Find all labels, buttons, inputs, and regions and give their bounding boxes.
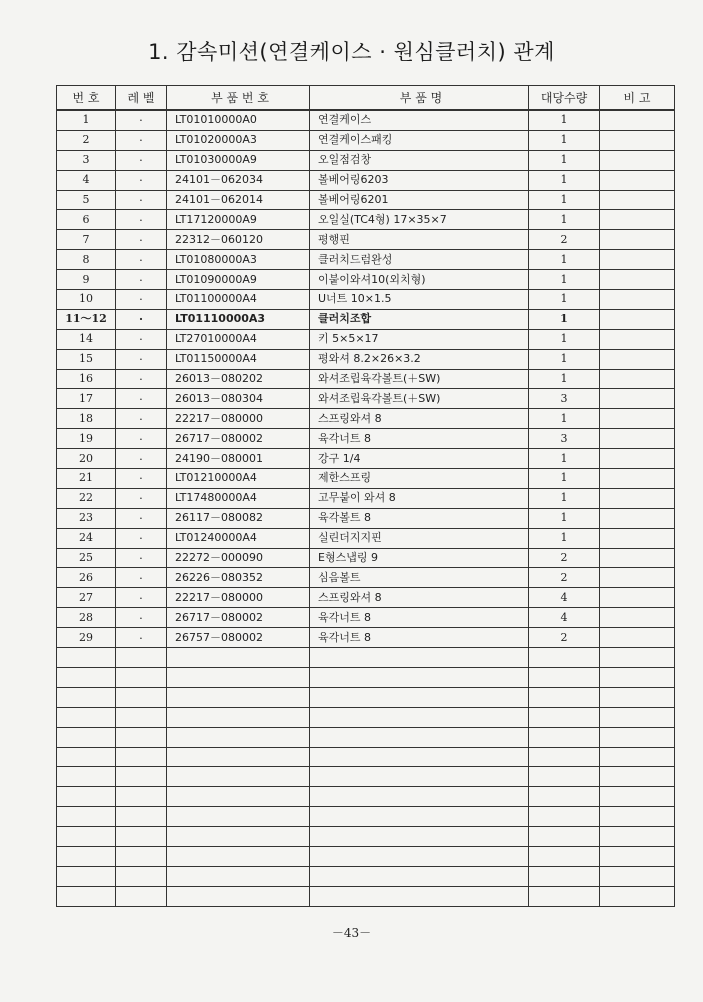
col-header-name: 부 품 명 [310,86,529,111]
row-level [116,648,167,668]
row-level: · [116,429,167,449]
table-row [57,568,675,588]
empty-table-row [57,667,675,687]
row-quantity [529,767,600,787]
row-level: · [116,210,167,230]
row-number [57,687,116,707]
table-row [57,270,675,290]
row-part-number: 22217－080000 [167,588,310,608]
row-number: 7 [57,230,116,250]
row-quantity [529,866,600,886]
row-remarks [600,747,675,767]
table-row [57,190,675,210]
row-part-number: LT17120000A9 [167,210,310,230]
table-row [57,250,675,270]
row-number: 4 [57,170,116,190]
row-part-name: 오일실(TC4형) 17×35×7 [310,210,529,230]
row-quantity: 1 [529,309,600,329]
row-part-number: 24190－080001 [167,449,310,469]
table-row [57,469,675,489]
col-header-qty: 대당수량 [529,86,600,111]
row-quantity: 1 [529,130,600,150]
empty-table-row [57,886,675,906]
row-level: · [116,568,167,588]
row-part-name: 이붙이와셔10(외치형) [310,270,529,290]
row-quantity [529,667,600,687]
row-level [116,846,167,866]
row-quantity: 1 [529,409,600,429]
row-number: 17 [57,389,116,409]
row-part-name: 육각너트 8 [310,429,529,449]
row-quantity: 4 [529,588,600,608]
row-part-number: LT01240000A4 [167,528,310,548]
row-level: · [116,309,167,329]
row-quantity: 1 [529,270,600,290]
row-level: · [116,389,167,409]
row-number: 16 [57,369,116,389]
row-quantity: 1 [529,469,600,489]
row-remarks [600,349,675,369]
row-part-name [310,866,529,886]
row-part-number: 26717－080002 [167,608,310,628]
row-part-number: LT01080000A3 [167,250,310,270]
row-level [116,747,167,767]
table-row [57,548,675,568]
row-part-number: LT01020000A3 [167,130,310,150]
row-level: · [116,150,167,170]
row-part-name: 강구 1/4 [310,449,529,469]
row-number: 11～12 [57,309,116,329]
row-level [116,687,167,707]
row-level [116,667,167,687]
row-remarks [600,389,675,409]
row-level: · [116,170,167,190]
row-part-name [310,846,529,866]
empty-table-row [57,866,675,886]
row-number: 15 [57,349,116,369]
row-part-name [310,648,529,668]
row-number [57,787,116,807]
row-remarks [600,130,675,150]
row-quantity: 2 [529,548,600,568]
row-part-number [167,827,310,847]
row-level: · [116,349,167,369]
table-row [57,290,675,310]
row-number: 9 [57,270,116,290]
row-part-number [167,846,310,866]
row-quantity: 3 [529,429,600,449]
row-part-number: 26757－080002 [167,628,310,648]
parts-table-body [57,110,675,906]
row-level: · [116,449,167,469]
row-remarks [600,648,675,668]
row-part-name: 오일점검창 [310,150,529,170]
table-row [57,449,675,469]
row-level: · [116,290,167,310]
row-remarks [600,727,675,747]
row-part-number: 24101－062034 [167,170,310,190]
empty-table-row [57,827,675,847]
row-part-number: 26117－080082 [167,508,310,528]
row-part-name: E형스냅링 9 [310,548,529,568]
page-number: －43－ [331,926,372,940]
row-remarks [600,110,675,130]
row-level [116,866,167,886]
row-remarks [600,369,675,389]
row-level: · [116,329,167,349]
row-number: 5 [57,190,116,210]
row-remarks [600,429,675,449]
row-part-name [310,886,529,906]
row-part-name [310,707,529,727]
row-level [116,807,167,827]
row-remarks [600,568,675,588]
row-number [57,727,116,747]
row-remarks [600,290,675,310]
row-level: · [116,409,167,429]
row-remarks [600,270,675,290]
table-row [57,508,675,528]
row-quantity: 1 [529,210,600,230]
empty-table-row [57,846,675,866]
empty-table-row [57,747,675,767]
row-quantity: 1 [529,150,600,170]
row-remarks [600,230,675,250]
row-part-number: 26717－080002 [167,429,310,449]
table-row [57,110,675,130]
row-quantity [529,687,600,707]
row-remarks [600,608,675,628]
row-part-name: 키 5×5×17 [310,329,529,349]
row-number: 23 [57,508,116,528]
row-remarks [600,250,675,270]
row-number [57,827,116,847]
table-row [57,230,675,250]
row-remarks [600,409,675,429]
row-level [116,707,167,727]
parts-table [56,85,675,907]
row-part-name: 실린더지지핀 [310,528,529,548]
row-quantity [529,827,600,847]
table-row [57,130,675,150]
row-part-number [167,648,310,668]
row-part-number: 22272－000090 [167,548,310,568]
row-part-name: 제한스프링 [310,469,529,489]
row-remarks [600,588,675,608]
row-quantity: 1 [529,449,600,469]
empty-table-row [57,648,675,668]
row-part-number: LT01030000A9 [167,150,310,170]
row-part-name: 와셔조립육각볼트(＋SW) [310,369,529,389]
row-quantity: 1 [529,508,600,528]
row-part-number [167,787,310,807]
row-part-name: 연결케이스 [310,110,529,130]
row-part-number [167,727,310,747]
row-number: 19 [57,429,116,449]
row-number [57,767,116,787]
row-remarks [600,687,675,707]
row-part-name: 심음볼트 [310,568,529,588]
row-part-number [167,866,310,886]
row-remarks [600,628,675,648]
row-number: 20 [57,449,116,469]
row-quantity: 1 [529,369,600,389]
row-number [57,747,116,767]
row-remarks [600,309,675,329]
row-quantity: 1 [529,528,600,548]
row-part-name: 육각너트 8 [310,628,529,648]
row-quantity: 2 [529,568,600,588]
row-part-number: 22217－080000 [167,409,310,429]
row-level: · [116,608,167,628]
row-remarks [600,528,675,548]
row-level: · [116,130,167,150]
row-level: · [116,369,167,389]
row-part-number: LT01100000A4 [167,290,310,310]
row-quantity [529,747,600,767]
row-part-name [310,727,529,747]
row-number: 22 [57,488,116,508]
row-remarks [600,707,675,727]
row-part-number: 26013－080202 [167,369,310,389]
row-quantity: 1 [529,190,600,210]
table-row [57,150,675,170]
table-row [57,389,675,409]
row-part-name [310,667,529,687]
row-part-name: 평행핀 [310,230,529,250]
row-level: · [116,250,167,270]
row-remarks [600,787,675,807]
table-row [57,588,675,608]
row-part-name [310,747,529,767]
row-quantity: 1 [529,170,600,190]
row-remarks [600,170,675,190]
row-remarks [600,767,675,787]
row-part-name [310,767,529,787]
row-part-name: U너트 10×1.5 [310,290,529,310]
row-number: 24 [57,528,116,548]
row-level [116,787,167,807]
row-part-number: LT27010000A4 [167,329,310,349]
row-remarks [600,449,675,469]
row-level: · [116,270,167,290]
row-remarks [600,866,675,886]
row-quantity [529,787,600,807]
row-number [57,846,116,866]
row-remarks [600,886,675,906]
table-row [57,628,675,648]
row-quantity: 4 [529,608,600,628]
row-quantity: 1 [529,290,600,310]
table-row [57,429,675,449]
row-number: 6 [57,210,116,230]
row-quantity: 3 [529,389,600,409]
row-level: · [116,190,167,210]
row-remarks [600,667,675,687]
row-remarks [600,548,675,568]
row-part-number: 22312－060120 [167,230,310,250]
row-part-number: LT01210000A4 [167,469,310,489]
row-remarks [600,469,675,489]
row-level: · [116,628,167,648]
row-level [116,827,167,847]
empty-table-row [57,687,675,707]
row-level: · [116,110,167,130]
row-part-number [167,747,310,767]
row-number [57,707,116,727]
row-remarks [600,508,675,528]
row-quantity: 1 [529,329,600,349]
row-number: 21 [57,469,116,489]
col-header-part-no: 부 품 번 호 [167,86,310,111]
row-remarks [600,807,675,827]
row-number: 25 [57,548,116,568]
row-number [57,648,116,668]
table-row [57,309,675,329]
row-remarks [600,210,675,230]
row-quantity [529,648,600,668]
row-number [57,886,116,906]
row-part-name [310,787,529,807]
row-level: · [116,548,167,568]
row-quantity: 1 [529,250,600,270]
row-number: 10 [57,290,116,310]
row-level: · [116,508,167,528]
row-quantity: 2 [529,230,600,250]
row-quantity [529,707,600,727]
row-level: · [116,230,167,250]
row-part-number: LT01110000A3 [167,309,310,329]
row-level: · [116,588,167,608]
row-number: 8 [57,250,116,270]
row-number: 26 [57,568,116,588]
row-number: 1 [57,110,116,130]
row-quantity: 2 [529,628,600,648]
row-number: 27 [57,588,116,608]
row-quantity: 1 [529,110,600,130]
row-part-name: 볼베어링6201 [310,190,529,210]
col-header-remarks: 비 고 [600,86,675,111]
row-number: 2 [57,130,116,150]
col-header-level: 레 벨 [116,86,167,111]
row-level: · [116,488,167,508]
empty-table-row [57,727,675,747]
row-part-number [167,807,310,827]
row-part-number: 24101－062014 [167,190,310,210]
row-part-name: 클러치드럼완성 [310,250,529,270]
row-level: · [116,469,167,489]
row-part-number [167,886,310,906]
row-part-name [310,687,529,707]
row-part-name [310,827,529,847]
row-number: 3 [57,150,116,170]
row-number: 18 [57,409,116,429]
table-row [57,210,675,230]
table-row [57,409,675,429]
row-part-name: 평와셔 8.2×26×3.2 [310,349,529,369]
table-row [57,329,675,349]
row-part-name: 육각너트 8 [310,608,529,628]
row-quantity: 1 [529,349,600,369]
row-number: 14 [57,329,116,349]
row-remarks [600,846,675,866]
empty-table-row [57,767,675,787]
row-part-number [167,767,310,787]
row-number: 28 [57,608,116,628]
empty-table-row [57,787,675,807]
row-level [116,767,167,787]
page-title: 1. 감속미션(연결케이스 · 원심클러치) 관계 [148,40,555,64]
row-quantity [529,846,600,866]
row-part-number [167,707,310,727]
row-part-name: 고무붙이 와셔 8 [310,488,529,508]
row-part-number: 26013－080304 [167,389,310,409]
row-remarks [600,488,675,508]
row-part-number: LT01150000A4 [167,349,310,369]
row-quantity [529,727,600,747]
table-row [57,488,675,508]
row-part-number [167,667,310,687]
row-quantity: 1 [529,488,600,508]
row-part-name: 볼베어링6203 [310,170,529,190]
row-part-name: 클러치조합 [310,309,529,329]
row-number: 29 [57,628,116,648]
table-row [57,608,675,628]
row-part-number: LT17480000A4 [167,488,310,508]
empty-table-row [57,707,675,727]
header-row [57,86,675,111]
row-part-number: LT01090000A9 [167,270,310,290]
row-remarks [600,329,675,349]
row-part-number [167,687,310,707]
row-quantity [529,807,600,827]
row-number [57,667,116,687]
row-part-name: 스프링와셔 8 [310,588,529,608]
row-quantity [529,886,600,906]
row-number [57,866,116,886]
row-part-name [310,807,529,827]
row-number [57,807,116,827]
table-row [57,349,675,369]
row-part-name: 육각볼트 8 [310,508,529,528]
row-level: · [116,528,167,548]
row-part-number: LT01010000A0 [167,110,310,130]
row-remarks [600,150,675,170]
row-part-number: 26226－080352 [167,568,310,588]
col-header-no: 번 호 [57,86,116,111]
row-part-name: 와셔조립육각볼트(＋SW) [310,389,529,409]
row-part-name: 연결케이스패킹 [310,130,529,150]
row-level [116,886,167,906]
empty-table-row [57,807,675,827]
row-part-name: 스프링와셔 8 [310,409,529,429]
row-remarks [600,190,675,210]
row-level [116,727,167,747]
table-row [57,170,675,190]
row-remarks [600,827,675,847]
table-row [57,369,675,389]
table-row [57,528,675,548]
